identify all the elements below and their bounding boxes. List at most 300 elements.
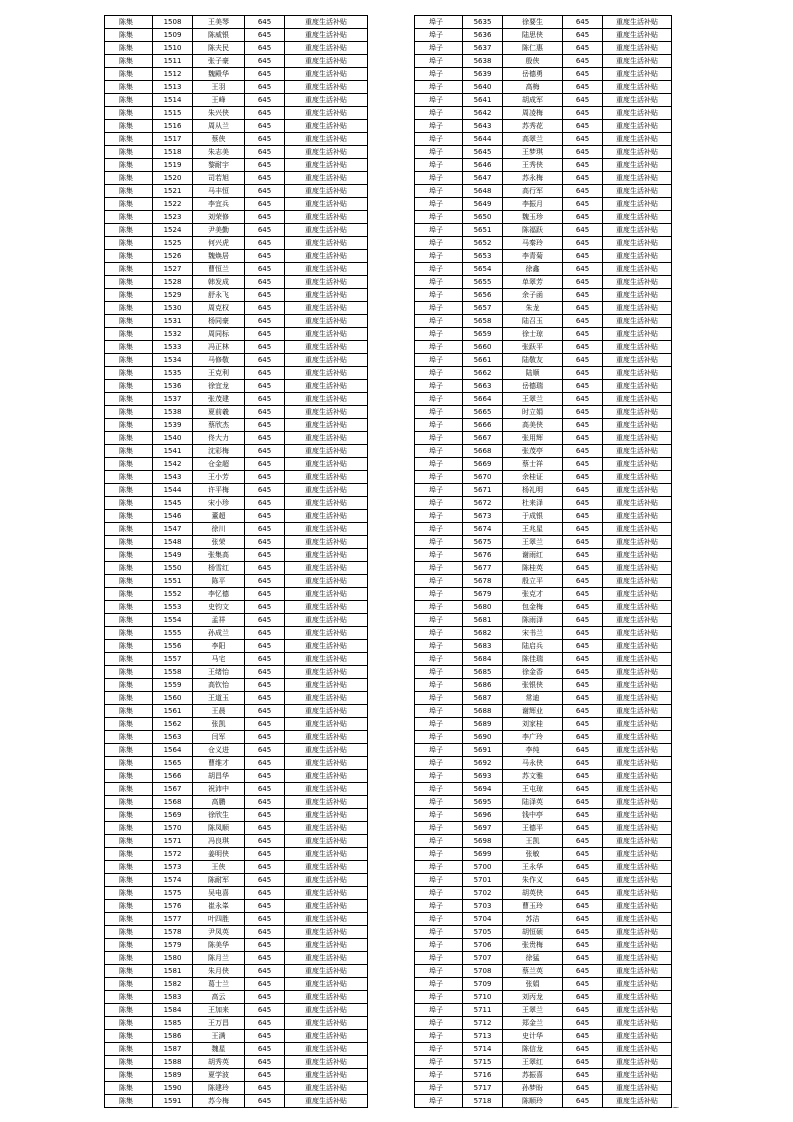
amount-cell: 645	[563, 783, 603, 796]
name-cell: 苏振喜	[503, 1069, 563, 1082]
name-cell: 王侠	[193, 861, 245, 874]
name-cell: 胡英侠	[503, 887, 563, 900]
id-cell: 1551	[153, 575, 193, 588]
name-cell: 陈威银	[193, 29, 245, 42]
town-cell: 埠子	[415, 510, 463, 523]
table-row	[415, 1082, 672, 1095]
table-row	[415, 796, 672, 809]
table-row	[415, 94, 672, 107]
town-cell: 陈集	[105, 575, 153, 588]
town-cell: 陈集	[105, 601, 153, 614]
id-cell: 1515	[153, 107, 193, 120]
name-cell: 崔永峯	[193, 900, 245, 913]
amount-cell: 645	[563, 874, 603, 887]
table-row	[105, 1095, 368, 1108]
subsidy-type-cell: 重度生活补贴	[603, 81, 672, 94]
amount-cell: 645	[563, 536, 603, 549]
id-cell: 5712	[463, 1017, 503, 1030]
subsidy-type-cell: 重度生活补贴	[603, 1043, 672, 1056]
id-cell: 5663	[463, 380, 503, 393]
table-row	[415, 250, 672, 263]
amount-cell: 645	[563, 887, 603, 900]
town-cell: 埠子	[415, 653, 463, 666]
subsidy-type-cell: 重度生活补贴	[603, 276, 672, 289]
name-cell: 朱龙	[503, 302, 563, 315]
subsidy-type-cell: 重度生活补贴	[285, 289, 368, 302]
subsidy-type-cell: 重度生活补贴	[603, 718, 672, 731]
subsidy-type-cell: 重度生活补贴	[285, 29, 368, 42]
town-cell: 陈集	[105, 991, 153, 1004]
amount-cell: 645	[563, 484, 603, 497]
id-cell: 5661	[463, 354, 503, 367]
subsidy-type-cell: 重度生活补贴	[285, 913, 368, 926]
id-cell: 5716	[463, 1069, 503, 1082]
table-row	[105, 1004, 368, 1017]
name-cell: 陈顺玲	[503, 1095, 563, 1108]
table-row	[415, 822, 672, 835]
name-cell: 魏星	[193, 1043, 245, 1056]
amount-cell: 645	[245, 458, 285, 471]
table-row	[105, 861, 368, 874]
name-cell: 郑金兰	[503, 1017, 563, 1030]
amount-cell: 645	[245, 1004, 285, 1017]
subsidy-table-left	[104, 15, 368, 1108]
table-row	[415, 601, 672, 614]
subsidy-type-cell: 重度生活补贴	[285, 146, 368, 159]
town-cell: 埠子	[415, 393, 463, 406]
subsidy-type-cell: 重度生活补贴	[285, 432, 368, 445]
name-cell: 许平梅	[193, 484, 245, 497]
subsidy-type-cell: 重度生活补贴	[285, 614, 368, 627]
table-row	[105, 250, 368, 263]
subsidy-type-cell: 重度生活补贴	[285, 458, 368, 471]
table-row	[105, 406, 368, 419]
name-cell: 张银侠	[503, 679, 563, 692]
town-cell: 陈集	[105, 679, 153, 692]
amount-cell: 645	[245, 744, 285, 757]
subsidy-type-cell: 重度生活补贴	[603, 939, 672, 952]
name-cell: 张荣	[193, 536, 245, 549]
town-cell: 陈集	[105, 809, 153, 822]
town-cell: 陈集	[105, 783, 153, 796]
subsidy-type-cell: 重度生活补贴	[603, 263, 672, 276]
table-row	[415, 835, 672, 848]
id-cell: 1517	[153, 133, 193, 146]
amount-cell: 645	[245, 42, 285, 55]
id-cell: 1574	[153, 874, 193, 887]
town-cell: 陈集	[105, 133, 153, 146]
id-cell: 1582	[153, 978, 193, 991]
table-row	[415, 952, 672, 965]
id-cell: 5709	[463, 978, 503, 991]
name-cell: 张集高	[193, 549, 245, 562]
id-cell: 5653	[463, 250, 503, 263]
name-cell: 司若旭	[193, 172, 245, 185]
amount-cell: 645	[563, 679, 603, 692]
town-cell: 埠子	[415, 250, 463, 263]
amount-cell: 645	[245, 432, 285, 445]
name-cell: 单翠芳	[503, 276, 563, 289]
name-cell: 朱作义	[503, 874, 563, 887]
town-cell: 埠子	[415, 991, 463, 1004]
table-row	[105, 185, 368, 198]
subsidy-type-cell: 重度生活补贴	[603, 1095, 672, 1108]
name-cell: 陈仁惠	[503, 42, 563, 55]
town-cell: 埠子	[415, 1004, 463, 1017]
town-cell: 陈集	[105, 419, 153, 432]
amount-cell: 645	[563, 588, 603, 601]
amount-cell: 645	[245, 952, 285, 965]
name-cell: 张跃平	[503, 341, 563, 354]
subsidy-type-cell: 重度生活补贴	[285, 835, 368, 848]
table-row	[415, 666, 672, 679]
id-cell: 1519	[153, 159, 193, 172]
subsidy-type-cell: 重度生活补贴	[285, 159, 368, 172]
subsidy-type-cell: 重度生活补贴	[603, 900, 672, 913]
amount-cell: 645	[245, 562, 285, 575]
amount-cell: 645	[245, 146, 285, 159]
subsidy-type-cell: 重度生活补贴	[285, 757, 368, 770]
id-cell: 5652	[463, 237, 503, 250]
town-cell: 埠子	[415, 1069, 463, 1082]
subsidy-type-cell: 重度生活补贴	[603, 731, 672, 744]
id-cell: 5644	[463, 133, 503, 146]
subsidy-type-cell: 重度生活补贴	[285, 471, 368, 484]
id-cell: 1565	[153, 757, 193, 770]
subsidy-type-cell: 重度生活补贴	[285, 991, 368, 1004]
id-cell: 5641	[463, 94, 503, 107]
name-cell: 李忆德	[193, 588, 245, 601]
name-cell: 苏文雅	[503, 770, 563, 783]
id-cell: 5687	[463, 692, 503, 705]
town-cell: 陈集	[105, 848, 153, 861]
town-cell: 陈集	[105, 484, 153, 497]
amount-cell: 645	[245, 341, 285, 354]
id-cell: 1554	[153, 614, 193, 627]
town-cell: 陈集	[105, 367, 153, 380]
amount-cell: 645	[245, 640, 285, 653]
subsidy-type-cell: 重度生活补贴	[285, 81, 368, 94]
town-cell: 埠子	[415, 185, 463, 198]
table-row	[105, 523, 368, 536]
table-row	[415, 770, 672, 783]
subsidy-type-cell: 重度生活补贴	[603, 16, 672, 29]
amount-cell: 645	[563, 172, 603, 185]
town-cell: 陈集	[105, 1056, 153, 1069]
amount-cell: 645	[563, 731, 603, 744]
table-row	[105, 692, 368, 705]
subsidy-type-cell: 重度生活补贴	[285, 250, 368, 263]
table-row	[105, 315, 368, 328]
id-cell: 5678	[463, 575, 503, 588]
amount-cell: 645	[245, 653, 285, 666]
subsidy-type-cell: 重度生活补贴	[285, 16, 368, 29]
id-cell: 5651	[463, 224, 503, 237]
amount-cell: 645	[245, 289, 285, 302]
name-cell: 徐川	[193, 523, 245, 536]
table-row	[415, 757, 672, 770]
id-cell: 1540	[153, 432, 193, 445]
id-cell: 5703	[463, 900, 503, 913]
name-cell: 舒永飞	[193, 289, 245, 302]
table-row	[415, 211, 672, 224]
table-row	[415, 354, 672, 367]
subsidy-type-cell: 重度生活补贴	[603, 406, 672, 419]
amount-cell: 645	[563, 549, 603, 562]
id-cell: 1570	[153, 822, 193, 835]
amount-cell: 645	[563, 341, 603, 354]
name-cell: 苏永梅	[503, 172, 563, 185]
id-cell: 5674	[463, 523, 503, 536]
name-cell: 王秀侠	[503, 159, 563, 172]
table-row	[415, 900, 672, 913]
table-row	[105, 549, 368, 562]
subsidy-type-cell: 重度生活补贴	[285, 796, 368, 809]
subsidy-type-cell: 重度生活补贴	[603, 1030, 672, 1043]
amount-cell: 645	[245, 861, 285, 874]
amount-cell: 645	[563, 900, 603, 913]
amount-cell: 645	[563, 42, 603, 55]
name-cell: 胡昌华	[193, 770, 245, 783]
id-cell: 1547	[153, 523, 193, 536]
id-cell: 1525	[153, 237, 193, 250]
subsidy-type-cell: 重度生活补贴	[603, 536, 672, 549]
id-cell: 5662	[463, 367, 503, 380]
town-cell: 埠子	[415, 666, 463, 679]
id-cell: 1537	[153, 393, 193, 406]
id-cell: 5637	[463, 42, 503, 55]
subsidy-type-cell: 重度生活补贴	[285, 978, 368, 991]
amount-cell: 645	[563, 497, 603, 510]
name-cell: 王加来	[193, 1004, 245, 1017]
id-cell: 5701	[463, 874, 503, 887]
id-cell: 5654	[463, 263, 503, 276]
amount-cell: 645	[563, 81, 603, 94]
id-cell: 1546	[153, 510, 193, 523]
amount-cell: 645	[563, 1069, 603, 1082]
id-cell: 5669	[463, 458, 503, 471]
amount-cell: 645	[563, 809, 603, 822]
town-cell: 陈集	[105, 1017, 153, 1030]
name-cell: 杜来泽	[503, 497, 563, 510]
amount-cell: 645	[563, 627, 603, 640]
name-cell: 胡恒硕	[503, 926, 563, 939]
town-cell: 埠子	[415, 562, 463, 575]
table-row	[105, 666, 368, 679]
name-cell: 史钧文	[193, 601, 245, 614]
table-row	[105, 562, 368, 575]
table-row	[105, 107, 368, 120]
table-row	[415, 731, 672, 744]
amount-cell: 645	[563, 640, 603, 653]
table-row	[105, 94, 368, 107]
id-cell: 1536	[153, 380, 193, 393]
amount-cell: 645	[245, 770, 285, 783]
subsidy-type-cell: 重度生活补贴	[285, 952, 368, 965]
id-cell: 5675	[463, 536, 503, 549]
town-cell: 埠子	[415, 965, 463, 978]
table-row	[415, 640, 672, 653]
subsidy-type-cell: 重度生活补贴	[285, 1004, 368, 1017]
amount-cell: 645	[245, 887, 285, 900]
subsidy-type-cell: 重度生活补贴	[285, 653, 368, 666]
id-cell: 1528	[153, 276, 193, 289]
town-cell: 陈集	[105, 380, 153, 393]
amount-cell: 645	[245, 1082, 285, 1095]
id-cell: 1544	[153, 484, 193, 497]
town-cell: 埠子	[415, 757, 463, 770]
id-cell: 5676	[463, 549, 503, 562]
amount-cell: 645	[245, 315, 285, 328]
subsidy-type-cell: 重度生活补贴	[603, 185, 672, 198]
table-row	[415, 1017, 672, 1030]
id-cell: 5640	[463, 81, 503, 94]
subsidy-type-cell: 重度生活补贴	[603, 926, 672, 939]
town-cell: 埠子	[415, 523, 463, 536]
subsidy-type-cell: 重度生活补贴	[285, 94, 368, 107]
table-row	[105, 497, 368, 510]
id-cell: 5685	[463, 666, 503, 679]
id-cell: 5691	[463, 744, 503, 757]
table-row	[105, 1017, 368, 1030]
id-cell: 1553	[153, 601, 193, 614]
id-cell: 5664	[463, 393, 503, 406]
town-cell: 陈集	[105, 952, 153, 965]
name-cell: 谢辉业	[503, 705, 563, 718]
subsidy-type-cell: 重度生活补贴	[603, 692, 672, 705]
name-cell: 陆启兵	[503, 640, 563, 653]
table-row	[105, 770, 368, 783]
subsidy-type-cell: 重度生活补贴	[603, 198, 672, 211]
town-cell: 埠子	[415, 315, 463, 328]
table-row	[415, 380, 672, 393]
subsidy-type-cell: 重度生活补贴	[285, 68, 368, 81]
town-cell: 陈集	[105, 1069, 153, 1082]
table-row	[105, 848, 368, 861]
id-cell: 5680	[463, 601, 503, 614]
subsidy-type-cell: 重度生活补贴	[285, 887, 368, 900]
id-cell: 5689	[463, 718, 503, 731]
table-row	[105, 796, 368, 809]
subsidy-type-cell: 重度生活补贴	[603, 471, 672, 484]
id-cell: 5667	[463, 432, 503, 445]
table-row	[415, 29, 672, 42]
town-cell: 陈集	[105, 796, 153, 809]
table-row	[105, 133, 368, 146]
town-cell: 埠子	[415, 913, 463, 926]
id-cell: 1534	[153, 354, 193, 367]
town-cell: 埠子	[415, 471, 463, 484]
table-row	[415, 510, 672, 523]
table-row	[105, 640, 368, 653]
subsidy-type-cell: 重度生活补贴	[603, 94, 672, 107]
amount-cell: 645	[245, 666, 285, 679]
amount-cell: 645	[563, 1004, 603, 1017]
subsidy-type-cell: 重度生活补贴	[285, 315, 368, 328]
table-row	[105, 146, 368, 159]
name-cell: 仓金超	[193, 458, 245, 471]
subsidy-type-cell: 重度生活补贴	[603, 666, 672, 679]
amount-cell: 645	[563, 133, 603, 146]
id-cell: 1531	[153, 315, 193, 328]
amount-cell: 645	[245, 692, 285, 705]
id-cell: 5668	[463, 445, 503, 458]
town-cell: 陈集	[105, 978, 153, 991]
table-row	[415, 55, 672, 68]
amount-cell: 645	[563, 185, 603, 198]
name-cell: 张敏	[503, 848, 563, 861]
amount-cell: 645	[245, 55, 285, 68]
subsidy-type-cell: 重度生活补贴	[285, 848, 368, 861]
town-cell: 陈集	[105, 432, 153, 445]
town-cell: 陈集	[105, 471, 153, 484]
subsidy-type-cell: 重度生活补贴	[603, 952, 672, 965]
town-cell: 埠子	[415, 458, 463, 471]
amount-cell: 645	[563, 198, 603, 211]
subsidy-type-cell: 重度生活补贴	[285, 445, 368, 458]
id-cell: 1549	[153, 549, 193, 562]
table-row	[415, 679, 672, 692]
town-cell: 陈集	[105, 185, 153, 198]
name-cell: 徐金香	[503, 666, 563, 679]
name-cell: 王梦琪	[503, 146, 563, 159]
table-row	[105, 952, 368, 965]
amount-cell: 645	[563, 835, 603, 848]
name-cell: 刘荣修	[193, 211, 245, 224]
name-cell: 周同标	[193, 328, 245, 341]
amount-cell: 645	[245, 107, 285, 120]
id-cell: 1521	[153, 185, 193, 198]
amount-cell: 645	[245, 1095, 285, 1108]
subsidy-type-cell: 重度生活补贴	[285, 666, 368, 679]
subsidy-type-cell: 重度生活补贴	[603, 562, 672, 575]
name-cell: 高翠兰	[503, 133, 563, 146]
town-cell: 陈集	[105, 627, 153, 640]
name-cell: 魏殿华	[193, 68, 245, 81]
table-row	[105, 965, 368, 978]
table-row	[105, 809, 368, 822]
town-cell: 陈集	[105, 55, 153, 68]
table-row	[415, 289, 672, 302]
id-cell: 5642	[463, 107, 503, 120]
table-row	[105, 120, 368, 133]
name-cell: 葛士兰	[193, 978, 245, 991]
name-cell: 沈彩梅	[193, 445, 245, 458]
subsidy-type-cell: 重度生活补贴	[285, 926, 368, 939]
table-row	[105, 16, 368, 29]
subsidy-type-cell: 重度生活补贴	[603, 757, 672, 770]
amount-cell: 645	[245, 523, 285, 536]
name-cell: 刘家桂	[503, 718, 563, 731]
name-cell: 陈夫民	[193, 42, 245, 55]
id-cell: 5690	[463, 731, 503, 744]
name-cell: 陆顺	[503, 367, 563, 380]
id-cell: 5715	[463, 1056, 503, 1069]
id-cell: 5696	[463, 809, 503, 822]
amount-cell: 645	[563, 861, 603, 874]
town-cell: 陈集	[105, 406, 153, 419]
subsidy-type-cell: 重度生活补贴	[285, 55, 368, 68]
name-cell: 陈平	[193, 575, 245, 588]
town-cell: 陈集	[105, 640, 153, 653]
id-cell: 1587	[153, 1043, 193, 1056]
subsidy-type-cell: 重度生活补贴	[285, 367, 368, 380]
name-cell: 马秦玲	[503, 237, 563, 250]
name-cell: 孙成兰	[193, 627, 245, 640]
id-cell: 5718	[463, 1095, 503, 1108]
id-cell: 1552	[153, 588, 193, 601]
id-cell: 1511	[153, 55, 193, 68]
